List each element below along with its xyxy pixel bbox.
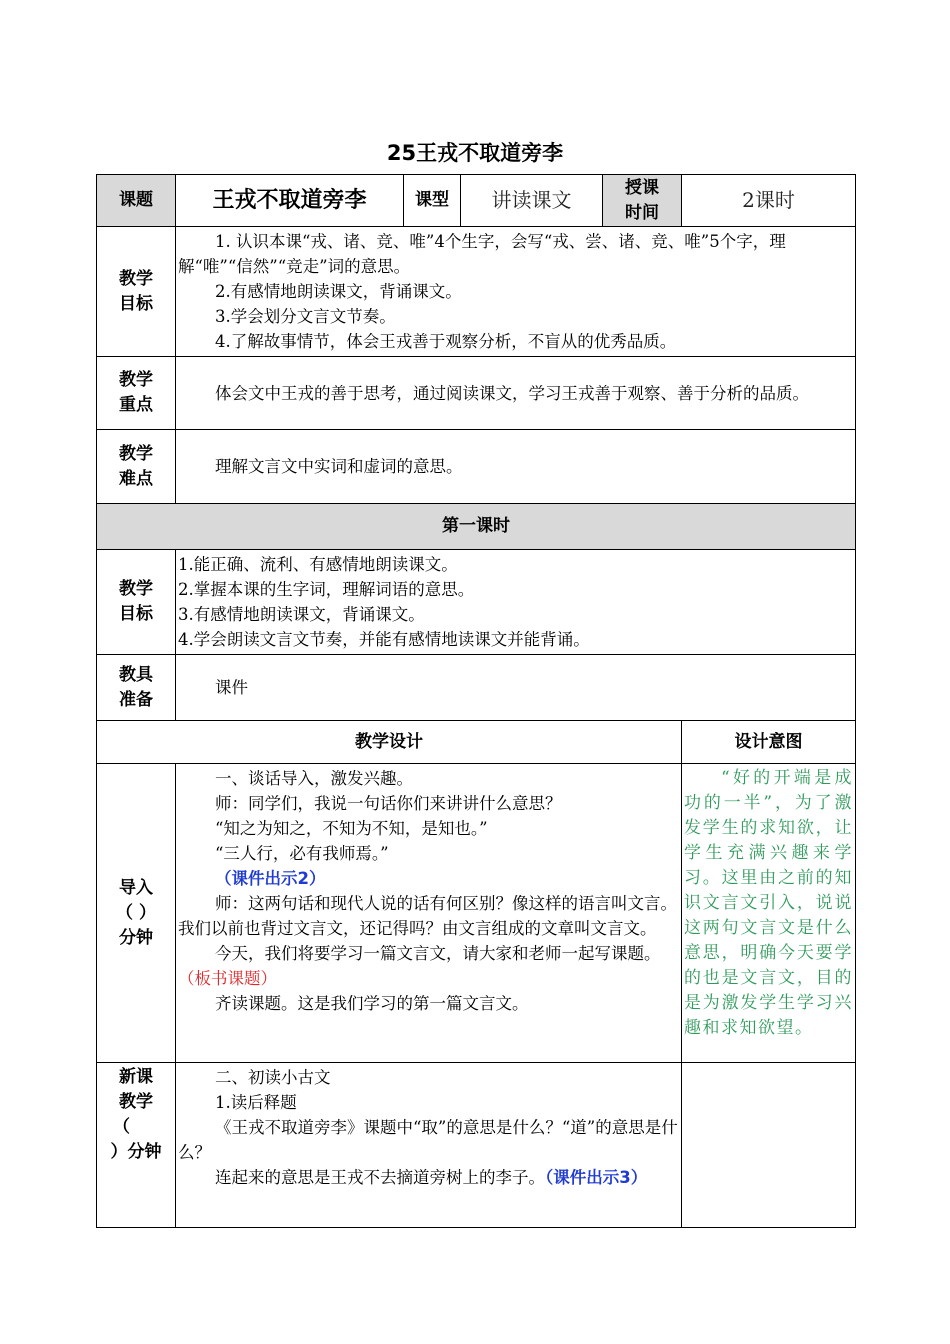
intro-line: 一、谈话导入，激发兴趣。 <box>215 769 413 788</box>
tools-label-line2: 准备 <box>119 689 153 710</box>
intro-courseware-note: （课件出示2） <box>215 869 326 888</box>
intro-label-line2: （ ） <box>116 902 156 923</box>
lesson1-goals-content <box>176 550 856 655</box>
intro-content <box>176 764 682 1063</box>
intro-line: “知之为知之，不知为不知，是知也。” <box>215 819 488 838</box>
type-value: 讲读课文 <box>461 175 603 227</box>
key-row <box>97 357 856 430</box>
intro-line <box>178 941 679 991</box>
lesson1-goals-label-line2: 目标 <box>119 604 153 624</box>
design-header-row <box>97 721 856 764</box>
newlesson-line: 1.读后释题 <box>215 1093 297 1112</box>
newlesson-line-text: 连起来的意思是王戎不去摘道旁树上的李子。 <box>215 1168 545 1187</box>
intro-line: 师：同学们，我说一句话你们来讲讲什么意思？ <box>215 794 562 813</box>
newlesson-label-line2: 教学 <box>119 1092 153 1112</box>
type-label: 课型 <box>404 175 461 227</box>
newlesson-label <box>97 1063 176 1228</box>
intro-label-line3: 分钟 <box>119 927 153 948</box>
goal-line: 4.了解故事情节，体会王戎善于观察分析，不盲从的优秀品质。 <box>215 332 677 351</box>
goal-line: 2.有感情地朗读课文，背诵课文。 <box>215 282 462 301</box>
intro-line-text: 今天，我们将要学习一篇文言文，请大家和老师一起写课题。 <box>215 944 661 963</box>
newlesson-content <box>176 1063 682 1228</box>
key-text: 体会文中王戎的善于思考，通过阅读课文，学习王戎善于观察、善于分析的品质。 <box>215 383 809 403</box>
topic-label: 课题 <box>97 175 176 227</box>
tools-content <box>176 655 856 721</box>
difficulty-label <box>97 430 176 504</box>
lesson1-goal-line: 2.掌握本课的生字词，理解词语的意思。 <box>178 580 475 599</box>
time-label <box>603 175 682 227</box>
tools-label-line1: 教具 <box>119 664 153 685</box>
time-value: 2课时 <box>682 175 856 227</box>
intro-intent <box>682 764 856 1063</box>
tools-row <box>97 655 856 721</box>
lesson1-goal-line: 1.能正确、流利、有感情地朗读课文。 <box>178 555 458 574</box>
key-label-line1: 教学 <box>119 370 153 390</box>
key-content <box>176 357 856 430</box>
lesson1-heading-row <box>97 504 856 550</box>
difficulty-row <box>97 430 856 504</box>
intro-row <box>97 764 856 1063</box>
newlesson-intent <box>682 1063 856 1228</box>
goals-content <box>176 227 856 357</box>
goals-label-line2: 目标 <box>119 293 153 314</box>
newlesson-label-line1: 新课 <box>119 1067 153 1087</box>
key-label <box>97 357 176 430</box>
lesson-plan-table <box>96 174 856 1228</box>
newlesson-label-line4: ）分钟 <box>110 1142 162 1162</box>
goals-label-line1: 教学 <box>119 268 153 289</box>
tools-label <box>97 655 176 721</box>
intro-label-line1: 导入 <box>119 877 153 898</box>
page-title: 25王戎不取道旁李 <box>386 141 564 165</box>
goals-row <box>97 227 856 357</box>
lesson1-goals-row <box>97 550 856 655</box>
intro-intent-text: “好的开端是成功的一半”，为了激发学生的求知欲，让学生充满兴趣来学习。这里由之前的知识文言文引入，说说这两句文言文是什么意思，明确今天要学的也是文言文，目的是为激发学生学习兴趣和求知欲望。 <box>684 768 853 1038</box>
design-column-header: 教学设计 <box>97 721 682 764</box>
difficulty-content <box>176 430 856 504</box>
difficulty-label-line1: 教学 <box>119 443 153 464</box>
intro-board-note: （板书课题） <box>178 969 277 988</box>
lesson1-heading: 第一课时 <box>97 504 856 550</box>
lesson1-goals-label-line1: 教学 <box>119 579 153 599</box>
intent-column-header: 设计意图 <box>682 721 856 764</box>
newlesson-line: 二、初读小古文 <box>215 1068 331 1087</box>
time-label-line1: 授课 <box>625 177 659 198</box>
lesson1-goal-line: 4.学会朗读文言文节奏，并能有感情地读课文并能背诵。 <box>178 630 590 649</box>
lesson1-goals-label <box>97 550 176 655</box>
key-label-line2: 重点 <box>119 395 153 415</box>
tools-text: 课件 <box>215 678 248 697</box>
newlesson-line: 《王戎不取道旁李》课题中“取”的意思是什么？“道”的意思是什么？ <box>178 1118 678 1162</box>
intro-line: 齐读课题。这是我们学习的第一篇文言文。 <box>215 994 529 1013</box>
difficulty-text: 理解文言文中实词和虚词的意思。 <box>215 457 463 476</box>
header-row <box>97 175 856 227</box>
newlesson-label-line3: （ <box>113 1117 130 1137</box>
goal-line: 3.学会划分文言文节奏。 <box>215 307 396 326</box>
lesson1-goal-line: 3.有感情地朗读课文，背诵课文。 <box>178 605 425 624</box>
intro-line: 师：这两句话和现代人说的话有何区别？像这样的语言叫文言。我们以前也背过文言文，还记得吗？由文言组成的文章叫文言文。 <box>178 894 677 938</box>
goal-line: 1. 认识本课“戎、诸、竞、唯”4个生字，会写“戎、尝、诸、竞、唯”5个字，理解“唯”“信然”“竞走”词的意思。 <box>178 232 786 276</box>
newlesson-line <box>178 1165 679 1190</box>
newlesson-courseware-note: （课件出示3） <box>545 1168 648 1187</box>
difficulty-label-line2: 难点 <box>119 468 153 489</box>
intro-label <box>97 764 176 1063</box>
time-label-line2: 时间 <box>625 202 659 223</box>
goals-label <box>97 227 176 357</box>
topic-value: 王戎不取道旁李 <box>176 175 404 227</box>
newlesson-row <box>97 1063 856 1228</box>
intro-line: “三人行，必有我师焉。” <box>215 844 389 863</box>
